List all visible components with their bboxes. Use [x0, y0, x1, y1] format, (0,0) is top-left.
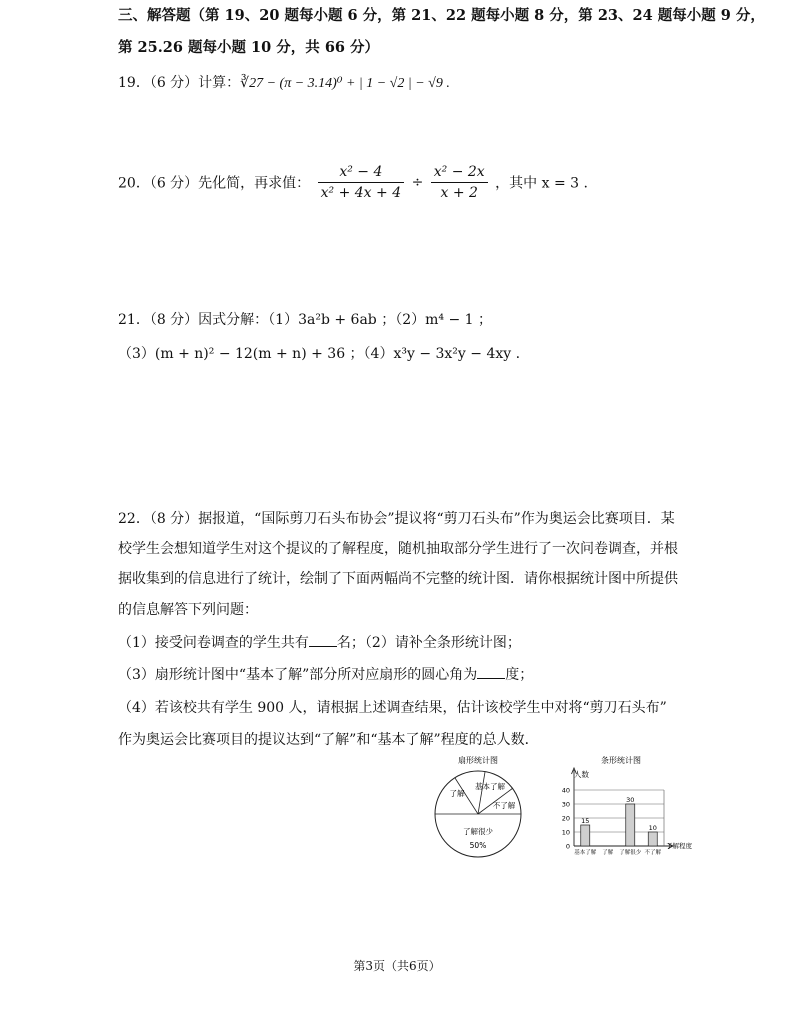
- pie-label-understand: 了解: [449, 789, 465, 798]
- section-title-line2: 第 25.26 题每小题 10 分，共 66 分）: [118, 39, 380, 56]
- bar-chart-ytick-label: 20: [561, 814, 570, 823]
- bar-chart: [546, 752, 692, 868]
- q22-para-line3: 据收集到的信息进行了统计，绘制了下面两幅尚不完整的统计图．请你根据统计图中所提供: [118, 571, 678, 587]
- q22-para-line4: 的信息解答下列问题：: [118, 602, 258, 618]
- pie-label-little-percent: 50%: [469, 841, 487, 850]
- q22-subq-1-text-b: 名；（2）请补全条形统计图；: [336, 635, 521, 651]
- bar-chart-category-label: 不了解: [644, 850, 662, 856]
- bar-chart-bar: [648, 832, 657, 846]
- bar-chart-bars: [581, 796, 658, 846]
- q22-subq-4-line2: 作为奥运会比赛项目的提议达到“了解”和“基本了解”程度的总人数．: [118, 732, 539, 748]
- q20-prefix: 20．（6 分）先化简，再求值：: [118, 175, 311, 192]
- answer-blank-2: [477, 666, 505, 679]
- page-footer: 第3页（共6页）: [353, 959, 441, 973]
- bar-chart-ytick-label: 30: [561, 800, 570, 809]
- q22-subq-3-text-b: 度；: [505, 667, 534, 683]
- pie-label-little: 了解很少: [463, 827, 493, 836]
- pie-chart-title: 扇形统计图: [458, 756, 498, 765]
- q22-subq-1: [118, 632, 521, 652]
- bar-chart-xlabels: [574, 848, 661, 856]
- bar-chart-bar: [626, 804, 635, 846]
- pie-chart: [428, 752, 526, 864]
- question-19: [118, 72, 450, 92]
- q22-para-line1: 22．（8 分）据报道，“国际剪刀石头布协会”提议将“剪刀石头布”作为奥运会比赛项目．某: [118, 511, 675, 527]
- q20-divide-sign: ÷: [411, 174, 424, 191]
- q20-fraction-2: [431, 162, 488, 203]
- bar-chart-ylabel: 人数: [574, 770, 589, 779]
- bar-chart-category-label: 了解很少: [619, 850, 642, 856]
- q19-prefix: 19．（6 分）计算：: [118, 75, 241, 91]
- bar-chart-ytick-label: 10: [561, 828, 570, 837]
- bar-chart-xlabel: 了解程度: [666, 842, 692, 850]
- q20-fraction-1: [318, 162, 404, 203]
- bar-chart-yticks: [562, 787, 570, 851]
- question-20: [118, 162, 588, 203]
- q22-para-line2: 校学生会想知道学生对这个提议的了解程度，随机抽取部分学生进行了一次问卷调查，并根: [118, 541, 678, 557]
- q20-f1-denominator: x² + 4x + 4: [320, 185, 402, 201]
- bar-chart-bar: [581, 825, 590, 846]
- q20-f2-denominator: x + 2: [440, 185, 478, 201]
- bar-chart-title: 条形统计图: [601, 756, 641, 765]
- pie-label-basic: 基本了解: [475, 782, 505, 791]
- q20-f2-numerator: x² − 2x: [431, 162, 488, 183]
- q21-line1: 21．（8 分）因式分解：（1）3a²b + 6ab ；（2）m⁴ − 1 ；: [118, 312, 492, 328]
- q22-subq-3-text-a: （3）扇形统计图中“基本了解”部分所对应扇形的圆心角为: [118, 667, 478, 683]
- q19-expression: ∛27 − (π − 3.14)⁰ + | 1 − √2 | − √9 .: [240, 76, 450, 91]
- pie-label-not: 不了解: [492, 801, 516, 810]
- q22-subq-3: [118, 664, 533, 684]
- bar-chart-ytick-label: 0: [565, 842, 570, 851]
- bar-chart-value-label: 30: [626, 796, 635, 804]
- q22-subq-4-line1: （4）若该校共有学生 900 人，请根据上述调查结果，估计该校学生中对将“剪刀石头布”: [118, 700, 667, 716]
- bar-chart-category-label: 了解: [602, 850, 614, 856]
- q21-line2: （3）(m + n)² − 12(m + n) + 36 ；（4）x³y − 3x²y − 4xy .: [118, 346, 521, 362]
- bar-chart-category-label: 基本了解: [574, 850, 597, 856]
- bar-chart-value-label: 10: [648, 824, 657, 832]
- q20-suffix: ，其中 x = 3 .: [495, 175, 588, 192]
- q22-subq-1-text-a: （1）接受问卷调查的学生共有: [118, 635, 309, 651]
- bar-chart-value-label: 15: [581, 817, 590, 825]
- section-title-line1: 三、解答题（第 19、20 题每小题 6 分，第 21、22 题每小题 8 分，第 23、24 题每小题 9 分，: [118, 7, 765, 24]
- bar-chart-ytick-label: 40: [561, 786, 570, 795]
- answer-blank-1: [309, 634, 337, 647]
- q20-f1-numerator: x² − 4: [318, 162, 404, 183]
